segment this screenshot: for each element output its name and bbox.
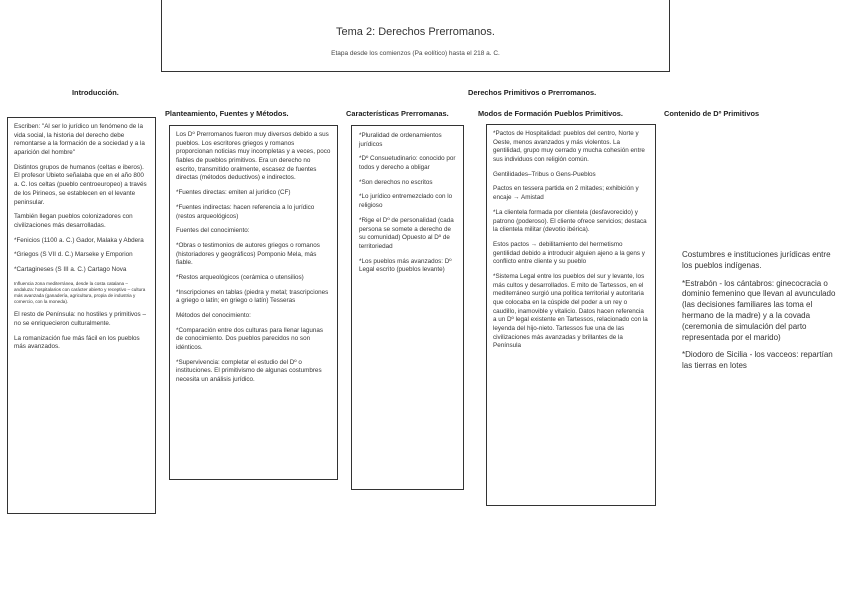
intro-paragraph: Distintos grupos de humanos (celtas e iberos). El profesor Ubieto señalaba que en el año 800 a. C. los celtas (pueblo centroeuropeo) a través de los Pirineos, se establecen en el levante peninsular.: [14, 163, 147, 206]
title-box: [161, 0, 670, 72]
page-subtitle: Etapa desde los comienzos (Pa eolítico) hasta el 218 a. C.: [331, 50, 500, 57]
planteamiento-paragraph: Métodos del conocimiento:: [176, 312, 251, 319]
planteamiento-paragraph: *Fuentes indirectas: hacen referencia a lo jurídico (restos arqueológicos): [176, 203, 315, 220]
modos-paragraph: *Sistema Legal entre los pueblos del sur y levante, los más cultos y desarrollados. E mito de Tartessos, en el mediterráneo surgió una política territorial y autoritaria que colocaba en la cúspide del poder a un rey o caudillo, inamovible y vitalicio. Datos hacen referencia a un Dº legal existente en Tartessos, relacionado con la leyenda del hijo-nieto. Tartessos fue una de las civilizaciones más avanzadas y brillantes de la Península: [493, 272, 648, 350]
contenido-paragraph: Costumbres e instituciones jurídicas entre los pueblos indígenas.: [682, 250, 831, 270]
header-contenido: Contenido de Dº Primitivos: [664, 109, 760, 118]
contenido-paragraph: *Estrabón - los cántabros: ginecocracia o dominio femenino que llevan al avunculado (las decisiones familiares las toma el hermano de la madre) y a la covada (ceremonia de simulación del parto representada por el marido): [682, 278, 836, 342]
planteamiento-paragraph: Los Dº Prerromanos fueron muy diversos debido a sus pueblos. Los escritores griegos y romanos proporcionan noticias muy incompletas y a veces, poco fiables de pueblos primitivos. Era un derecho no escrito, transmitido oralmente, escasez de fuentes directas (métodos deductivos) e indirectos.: [176, 131, 331, 182]
caracteristicas-box: [351, 125, 464, 490]
caracteristicas-item: *Rige el Dº de personalidad (cada persona se somete a derecho de su comunidad) Opuesto al Dº de territoriedad: [359, 216, 454, 250]
planteamiento-paragraph: *Inscripciones en tablas (piedra y metal; trascripciones a griego o latín; en griego o latín) Tesseras: [176, 288, 329, 305]
intro-paragraph: El resto de Península: no hostiles y primitivos – no se enriquecieron culturalmente.: [14, 311, 146, 328]
contenido-paragraph: *Diodoro de Sicilia - los vacceos: repartían las tierras en lotes: [682, 350, 833, 371]
planteamiento-box: [169, 125, 338, 480]
modos-paragraph: Pactos en tessera partida en 2 mitades; exhibición y encaje → Amistad: [493, 185, 639, 202]
caracteristicas-item: *Son derechos no escritos: [359, 178, 433, 186]
modos-box: [486, 124, 656, 506]
header-modos-formacion: Modos de Formación Pueblos Primitivos.: [478, 109, 623, 118]
modos-paragraph: *Pactos de Hospitalidad: pueblos del centro, Norte y Oeste, menos avanzados y más violentos. La gentilidad, grupo muy cerrado y mucha cohesión entre sus individuos con religión común.: [493, 130, 645, 164]
caracteristicas-item: *Lo jurídico entremezclado con lo religioso: [359, 193, 453, 210]
intro-paragraph: *Griegos (S VII d. C.) Marseke y Emporion: [14, 251, 133, 259]
planteamiento-paragraph: *Restos arqueológicos (cerámica o utensilios): [176, 273, 304, 281]
planteamiento-paragraph: Fuentes del conocimiento:: [176, 227, 250, 235]
planteamiento-paragraph: *Supervivencia: completar el estudio del Dº o instituciones. El primitivismo de algunas costumbres necesita un análisis jurídico.: [176, 358, 322, 384]
intro-paragraph: También llegan pueblos colonizadores con civilizaciones más desarrolladas.: [14, 213, 133, 229]
header-planteamiento: Planteamiento, Fuentes y Métodos.: [165, 109, 289, 118]
intro-paragraph: La romanización fue más fácil en los pueblos más avanzados.: [14, 334, 140, 351]
intro-paragraph: Escriben: "Al ser lo jurídico un fenómeno de la vida social, la historia del derecho debe remontarse a la formación de a sociedad y a la aparición del hombre": [14, 123, 145, 157]
caracteristicas-item: *Dº Consuetudinario: conocido por todos y derecho a obligar: [359, 155, 456, 172]
planteamiento-paragraph: *Fuentes directas: emiten al jurídico (CF): [176, 189, 291, 197]
header-derechos-primitivos: Derechos Primitivos o Prerromanos.: [468, 88, 597, 97]
modos-paragraph: Gentilidades–Tribus o Gens-Pueblos: [493, 170, 596, 178]
modos-paragraph: *La clientela formada por clientela (desfavorecido) y patrono (poderoso). El cliente ofrece servicios; destaca la clientela militar (devotio ibérica).: [493, 208, 647, 234]
planteamiento-paragraph: *Comparación entre dos culturas para llenar lagunas de conocimiento. Dos pueblos parecidos no son idénticos.: [176, 326, 324, 352]
intro-paragraph: *Cartagineses (S III a. C.) Cartago Nova: [14, 265, 127, 273]
modos-paragraph: Estos pactos → debilitamiento del hermetismo gentilidad debido a introducir alguien ajeno a la gens y conflicto entre cliente y su pueblo: [493, 240, 645, 266]
page-title: Tema 2: Derechos Prerromanos.: [336, 26, 495, 38]
caracteristicas-item: *Los pueblos más avanzados: Dº Legal escrito (pueblos levante): [359, 257, 452, 274]
header-caracteristicas: Características Prerromanas.: [346, 109, 449, 118]
introduccion-box: [7, 117, 156, 514]
caracteristicas-item: *Pluralidad de ordenamientos jurídicos: [359, 132, 442, 148]
intro-paragraph: *Fenicios (1100 a. C.) Gador, Malaka y Abdera: [14, 236, 144, 244]
header-introduccion: Introducción.: [72, 88, 119, 97]
planteamiento-paragraph: *Obras o testimonios de autores griegos o romanos (historiadores y geográficos) Pomponio Mela, más fiable.: [176, 241, 320, 267]
contenido-block: [682, 250, 842, 379]
intro-paragraph: Influencia zona mediterránea, desde la costa catalana – andaluza: hospitalarios con carácter abierto y receptivo – cultura más avanzada (ganadería, agricultura, propia de industria y comercio, con la moneda).: [14, 280, 146, 305]
